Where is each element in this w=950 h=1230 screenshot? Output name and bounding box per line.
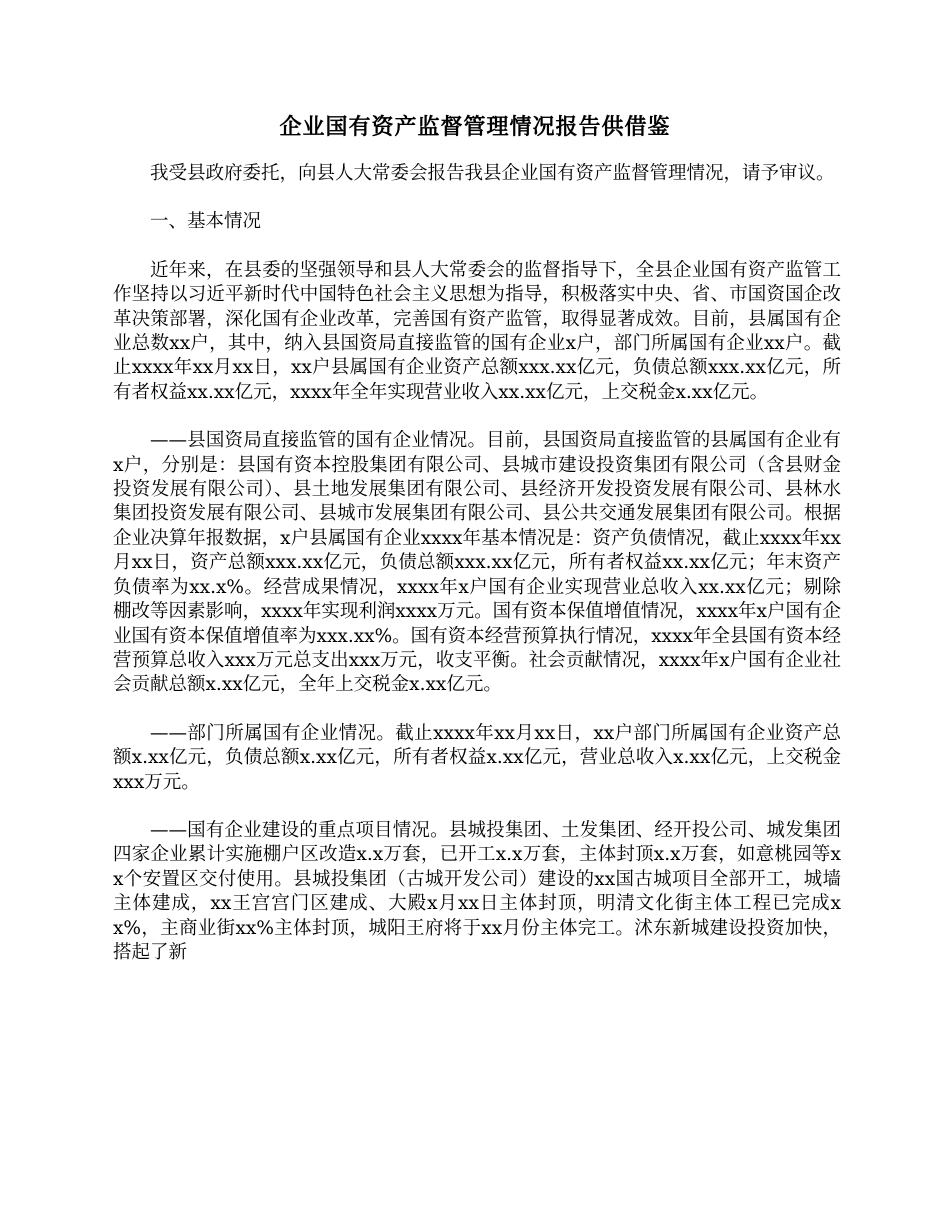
overview-paragraph: 近年来，在县委的坚强领导和县人大常委会的监督指导下，全县企业国有资产监管工作坚持以习近平新时代中国特色社会主义思想为指导，积极落实中央、省、市国资国企改革决策部署，深化国有企业改革，完善国有资产监管，取得显著成效。目前，县属国有企业总数xx户，其中，纳入县国资局直接监管的国有企业x户，部门所属国有企业xx户。截止xxxx年xx月xx日，xx户县属国有企业资产总额xxx.xx亿元，负债总额xxx.xx亿元，所有者权益xx.xx亿元，xxxx年全年实现营业收入xx.xx亿元，上交税金x.xx亿元。 <box>113 259 841 403</box>
intro-paragraph: 我受县政府委托，向县人大常委会报告我县企业国有资产监督管理情况，请予审议。 <box>150 163 835 184</box>
section-heading-basic-situation: 一、基本情况 <box>150 211 262 233</box>
department-enterprises-paragraph: ——部门所属国有企业情况。截止xxxx年xx月xx日，xx户部门所属国有企业资产总额x.xx亿元，负债总额x.xx亿元，所有者权益x.xx亿元，营业总收入x.xx亿元，上交税金xxx万元。 <box>113 722 841 793</box>
key-projects-paragraph: ——国有企业建设的重点项目情况。县城投集团、土发集团、经开投公司、城发集团四家企业累计实施棚户区改造x.x万套，已开工x.x万套，主体封顶x.x万套，如意桃园等xx个安置区交付使用。县城投集团（古城开发公司）建设的xx国古城项目全部开工，城墙主体建成，xx王宫宫门区建成、大殿x月xx日主体封顶，明清文化街主体工程已完成xx%，主商业街xx%主体封顶，城阳王府将于xx月份主体完工。沭东新城建设投资加快，搭起了新 <box>113 819 841 963</box>
directly-supervised-enterprises-paragraph: ——县国资局直接监管的国有企业情况。目前，县国资局直接监管的县属国有企业有x户，分别是：县国有资本控股集团有限公司、县城市建设投资集团有限公司（含县财金投资发展有限公司）、县土地发展集团有限公司、县经济开发投资发展有限公司、县林水集团投资发展有限公司、县城市发展集团有限公司、县公共交通发展集团有限公司。根据企业决算年报数据，x户县属国有企业xxxx年基本情况是：资产负债情况，截止xxxx年xx月xx日，资产总额xxx.xx亿元，负债总额xxx.xx亿元，所有者权益xx.xx亿元；年末资产负债率为xx.x%。经营成果情况，xxxx年x户国有企业实现营业总收入xx.xx亿元；剔除棚改等因素影响，xxxx年实现利润xxxx万元。国有资本保值增值情况，xxxx年x户国有企业国有资本保值增值率为xxx.xx%。国有资本经营预算执行情况，xxxx年全县国有资本经营预算总收入xxx万元总支出xxx万元，收支平衡。社会贡献情况，xxxx年x户国有企业社会贡献总额x.xx亿元，全年上交税金x.xx亿元。 <box>113 430 841 696</box>
document-body <box>113 162 841 989</box>
document-title: 企业国有资产监督管理情况报告供借鉴 <box>279 114 671 140</box>
